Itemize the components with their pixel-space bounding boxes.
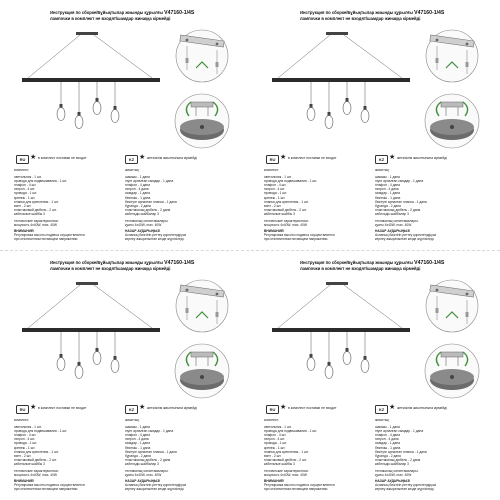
star-icon: ★	[30, 154, 37, 161]
sheet-title	[300, 260, 490, 272]
title-main: Инструкция по сборке/Бұйықтылар жиынды құрылғы	[50, 260, 163, 265]
kz-warning-line: кернеу ажыратылған кезде жүргізіледі.	[125, 237, 185, 242]
bulb-pendant	[325, 82, 333, 129]
ru-spec-line: патрон - 4 шт.	[14, 437, 35, 442]
kz-spec-line: пластикалық дюбель - 2 дана	[375, 207, 421, 212]
instruction-sheet	[258, 4, 493, 242]
ru-warning-line: при отключенном питающем напряжении.	[14, 487, 79, 492]
ru-badge: RU	[266, 405, 279, 414]
star-icon: ★	[280, 154, 287, 161]
ru-legend-text: в комплект поставки не входит	[38, 156, 87, 160]
kz-spec-line: жиынтық:	[125, 168, 140, 172]
pendant-lamp-illustration	[266, 282, 416, 382]
ru-spec-line: пластиковый дюбель - 2 шт.	[264, 207, 307, 212]
star-icon: ★	[389, 404, 396, 411]
star-icon: ★	[139, 404, 146, 411]
ru-attention-heading: ВНИМАНИЕ!	[264, 479, 285, 484]
ru-badge: RU	[16, 405, 29, 414]
lamp-bar	[272, 78, 410, 82]
bulb-pendant	[343, 332, 351, 365]
kz-badge: KZ	[375, 405, 388, 414]
kz-legend-text: жеткізілім жиынтығына кірмейді	[147, 406, 197, 410]
kz-spec-line: сымдар - 1 дана	[375, 441, 400, 446]
ru-spec-line: планка для крепления - 1 шт.	[264, 449, 309, 454]
ru-warning-line: Регулировка высоты подвеса осуществляется	[264, 233, 335, 238]
suspension-wire	[28, 285, 80, 328]
legend-row	[8, 155, 243, 165]
ru-spec-line: провода для подвешивания - 1 шт.	[264, 179, 318, 184]
ru-spec-line: плафон - 4 шт.	[14, 433, 37, 438]
ru-spec-line: технические характеристики:	[14, 219, 59, 224]
instruction-sheet	[8, 254, 243, 492]
title-main: Инструкция по сборке/Бұйықтылар жиынды құрылғы	[300, 260, 413, 265]
kz-spec-line: бекітуге арналған планка - 1 дана	[125, 449, 177, 454]
ru-spec-column	[14, 418, 118, 492]
ru-spec-line: комплект:	[14, 168, 30, 172]
ru-spec-line: пластиковый дюбель - 2 шт.	[14, 457, 57, 462]
ru-spec-line: плафон - 4 шт.	[14, 183, 37, 188]
kz-spec-line: пластикалық дюбель - 2 дана	[125, 457, 171, 462]
kz-spec-line: шамшы - 1 дана	[375, 175, 400, 180]
kz-badge: KZ	[125, 405, 138, 414]
ru-spec-line: светильник - 1 шт.	[264, 175, 292, 180]
instruction-sheet	[8, 4, 243, 242]
lamp-bar	[22, 78, 160, 82]
ru-spec-line: светильник - 1 шт.	[264, 425, 292, 430]
kz-spec-line: пластикалық дюбель - 2 дана	[375, 457, 421, 462]
ru-spec-line: планка для крепления - 1 шт.	[14, 449, 59, 454]
kz-spec-line: жиынтық:	[375, 168, 390, 172]
kz-badge: KZ	[125, 155, 138, 164]
sheet-title	[300, 10, 490, 22]
kz-spec-column	[375, 418, 479, 492]
kz-spec-line: сымдар - 1 дана	[125, 441, 150, 446]
bulb-pendant	[57, 332, 65, 371]
star-icon: ★	[280, 404, 287, 411]
kz-spec-line: плафон - 4 дана	[375, 433, 401, 438]
canopy-detail	[421, 342, 483, 400]
ru-spec-line: мощность 4x40W, max. 40W	[14, 473, 58, 478]
bulb-pendant	[75, 82, 83, 129]
ru-spec-line: винт - 2 шт.	[14, 453, 32, 458]
sheet-title	[50, 10, 240, 22]
ru-attention-heading: ВНИМАНИЕ!	[14, 229, 35, 234]
bulb-pendant	[325, 332, 333, 379]
suspension-wire	[344, 285, 402, 328]
kz-legend-text: жеткізілім жиынтығына кірмейді	[397, 156, 447, 160]
title-main: Инструкция по сборке/Бұйықтылар жиынды құрылғы	[50, 10, 163, 15]
mounting-plate-detail	[171, 28, 233, 84]
kz-spec-line: ілуге арналған сымдар - 1 дана	[375, 429, 424, 434]
ru-spec-line: планка для крепления - 1 шт.	[264, 199, 309, 204]
title-main: Инструкция по сборке/Бұйықтылар жиынды құрылғы	[300, 10, 413, 15]
kz-warning-line: кернеу ажыратылған кезде жүргізіледі.	[375, 487, 435, 492]
kz-spec-line: кабельдік шайбалар 3	[375, 461, 409, 466]
kz-spec-line: қуаты 4x40W, max. 40W	[125, 223, 162, 228]
kz-spec-line: бұранда - 2 дана	[125, 453, 151, 458]
kz-legend-text: жеткізілім жиынтығына кірмейді	[147, 156, 197, 160]
bulb-pendant	[57, 82, 65, 121]
title-subtitle: лампочки в комплект не входят/шамдар жинаққа кірмейді	[300, 16, 421, 22]
kz-spec-line: шамшы - 1 дана	[125, 175, 150, 180]
ru-spec-line: патрон - 4 шт.	[14, 187, 35, 192]
ru-spec-line: кабельные шайбы 3	[264, 211, 295, 216]
ru-spec-line: плафон - 4 шт.	[264, 433, 287, 438]
ru-spec-line: светильник - 1 шт.	[14, 175, 42, 180]
kz-spec-line: қуаты 4x40W, max. 40W	[125, 473, 162, 478]
kz-spec-line: техникалық сипаттамалары:	[375, 219, 419, 224]
ru-spec-line: пластиковый дюбель - 2 шт.	[14, 207, 57, 212]
suspension-wire	[278, 35, 330, 78]
kz-spec-line: ілуге арналған сымдар - 1 дана	[125, 429, 174, 434]
kz-badge: KZ	[375, 155, 388, 164]
ru-spec-line: кабельные шайбы 3	[14, 211, 45, 216]
kz-spec-column	[125, 418, 229, 492]
star-icon: ★	[139, 154, 146, 161]
legend-row	[258, 155, 493, 165]
kz-warning-line: Аспаның биіктігін реттеу қоректендіруші	[375, 233, 437, 238]
ru-spec-line: технические характеристики:	[264, 219, 309, 224]
pendant-lamp-illustration	[16, 282, 166, 382]
kz-spec-line: бұранда - 2 дана	[375, 453, 401, 458]
mounting-plate-detail	[421, 28, 483, 84]
ru-spec-line: комплект:	[264, 418, 280, 422]
mounting-plate-detail	[171, 278, 233, 334]
ceiling-canopy	[76, 282, 98, 285]
ru-spec-line: планка для крепления - 1 шт.	[14, 199, 59, 204]
ru-spec-line: винт - 2 шт.	[264, 453, 282, 458]
ru-spec-line: плафон - 4 шт.	[264, 183, 287, 188]
model-code: V47160-1/4S	[164, 260, 195, 266]
kz-warning-line: кернеу ажыратылған кезде жүргізіледі.	[125, 487, 185, 492]
kz-spec-line: патрон - 4 дана	[375, 437, 399, 442]
kz-spec-line: қуаты 4x40W, max. 40W	[375, 223, 412, 228]
ru-spec-line: мощность 4x40W, max. 40W	[264, 473, 308, 478]
kz-spec-line: бекіткіш - 1 дана	[375, 445, 401, 450]
ru-spec-line: кабельные шайбы 3	[14, 461, 45, 466]
ru-attention-heading: ВНИМАНИЕ!	[264, 229, 285, 234]
kz-spec-line: кабельдік шайбалар 3	[125, 461, 159, 466]
ru-spec-line: технические характеристики:	[14, 469, 59, 474]
lamp-bar	[22, 328, 160, 332]
kz-spec-line: ілуге арналған сымдар - 1 дана	[375, 179, 424, 184]
bulb-pendant	[93, 82, 101, 115]
ru-warning-line: Регулировка высоты подвеса осуществляется	[14, 233, 85, 238]
kz-spec-line: патрон - 4 дана	[125, 437, 149, 442]
kz-warning-line: Аспаның биіктігін реттеу қоректендіруші	[125, 483, 187, 488]
kz-warning-line: Аспаның биіктігін реттеу қоректендіруші	[375, 483, 437, 488]
star-icon: ★	[389, 154, 396, 161]
pendant-lamp-illustration	[16, 32, 166, 132]
ru-spec-line: провода для подвешивания - 1 шт.	[14, 179, 68, 184]
title-subtitle: лампочки в комплект не входят/шамдар жинаққа кірмейді	[50, 266, 171, 272]
ru-spec-line: пластиковый дюбель - 2 шт.	[264, 457, 307, 462]
kz-spec-line: плафон - 4 дана	[125, 183, 151, 188]
page-divider	[0, 250, 500, 251]
kz-spec-line: бекітуге арналған планка - 1 дана	[375, 449, 427, 454]
kz-attention-heading: НАЗАР АУДАРЫҢЫЗ!	[125, 229, 161, 234]
kz-warning-line: кернеу ажыратылған кезде жүргізіледі.	[375, 237, 435, 242]
ru-spec-column	[264, 168, 368, 242]
ru-spec-line: провода - 1 шт.	[264, 441, 288, 446]
ru-spec-line: технические характеристики:	[264, 469, 309, 474]
model-code: V47160-1/4S	[414, 10, 445, 16]
ru-spec-line: комплект:	[14, 418, 30, 422]
star-icon: ★	[30, 404, 37, 411]
kz-spec-line: патрон - 4 дана	[375, 187, 399, 192]
ru-spec-line: комплект:	[264, 168, 280, 172]
ru-warning-line: при отключенном питающем напряжении.	[264, 237, 329, 242]
canopy-detail	[171, 92, 233, 150]
kz-spec-line: кабельдік шайбалар 3	[125, 211, 159, 216]
ru-spec-line: патрон - 4 шт.	[264, 437, 285, 442]
ru-spec-column	[264, 418, 368, 492]
ru-legend-text: в комплект поставки не входит	[288, 406, 337, 410]
kz-spec-column	[375, 168, 479, 242]
suspension-wire	[278, 285, 330, 328]
ru-attention-heading: ВНИМАНИЕ!	[14, 479, 35, 484]
suspension-wire	[94, 35, 152, 78]
kz-spec-line: сымдар - 1 дана	[375, 191, 400, 196]
ru-spec-line: провода - 1 шт.	[14, 191, 38, 196]
kz-attention-heading: НАЗАР АУДАРЫҢЫЗ!	[375, 229, 411, 234]
kz-attention-heading: НАЗАР АУДАРЫҢЫЗ!	[375, 479, 411, 484]
kz-spec-line: жиынтық:	[375, 418, 390, 422]
kz-spec-line: бекіткіш - 1 дана	[375, 195, 401, 200]
ru-spec-line: мощность 4x40W, max. 40W	[14, 223, 58, 228]
kz-spec-line: плафон - 4 дана	[375, 183, 401, 188]
kz-spec-line: техникалық сипаттамалары:	[375, 469, 419, 474]
bulb-pendant	[111, 332, 119, 373]
kz-spec-line: патрон - 4 дана	[125, 187, 149, 192]
bulb-pendant	[75, 332, 83, 379]
title-subtitle: лампочки в комплект не входят/шамдар жинаққа кірмейді	[50, 16, 171, 22]
kz-spec-line: қуаты 4x40W, max. 40W	[375, 473, 412, 478]
bulb-pendant	[361, 332, 369, 373]
model-code: V47160-1/4S	[164, 10, 195, 16]
bulb-pendant	[343, 82, 351, 115]
kz-spec-line: сымдар - 1 дана	[125, 191, 150, 196]
ru-spec-column	[14, 168, 118, 242]
ceiling-canopy	[326, 282, 348, 285]
legend-row	[8, 405, 243, 415]
ru-spec-line: провода для подвешивания - 1 шт.	[264, 429, 318, 434]
model-code: V47160-1/4S	[414, 260, 445, 266]
ru-spec-line: патрон - 4 шт.	[264, 187, 285, 192]
ru-spec-line: крепеж - 1 шт.	[264, 445, 286, 450]
ru-warning-line: Регулировка высоты подвеса осуществляется	[14, 483, 85, 488]
ru-spec-line: крепеж - 1 шт.	[14, 195, 36, 200]
ru-badge: RU	[16, 155, 29, 164]
kz-spec-line: техникалық сипаттамалары:	[125, 219, 169, 224]
ceiling-canopy	[76, 32, 98, 35]
suspension-wire	[94, 285, 152, 328]
bulb-pendant	[307, 332, 315, 371]
ru-spec-line: кабельные шайбы 3	[264, 461, 295, 466]
kz-spec-line: бұранда - 2 дана	[125, 203, 151, 208]
kz-spec-line: бекіткіш - 1 дана	[125, 195, 151, 200]
kz-spec-line: плафон - 4 дана	[125, 433, 151, 438]
kz-spec-line: бекітуге арналған планка - 1 дана	[125, 199, 177, 204]
kz-spec-line: бекіткіш - 1 дана	[125, 445, 151, 450]
kz-legend-text: жеткізілім жиынтығына кірмейді	[397, 406, 447, 410]
bulb-pendant	[307, 82, 315, 121]
ru-spec-line: провода для подвешивания - 1 шт.	[14, 429, 68, 434]
pendant-lamp-illustration	[266, 32, 416, 132]
kz-spec-column	[125, 168, 229, 242]
ru-spec-line: винт - 2 шт.	[264, 203, 282, 208]
ru-legend-text: в комплект поставки не входит	[38, 406, 87, 410]
mounting-plate-detail	[421, 278, 483, 334]
ru-spec-line: крепеж - 1 шт.	[264, 195, 286, 200]
lamp-bar	[272, 328, 410, 332]
kz-spec-line: жиынтық:	[125, 418, 140, 422]
kz-spec-line: бұранда - 2 дана	[375, 203, 401, 208]
kz-spec-line: кабельдік шайбалар 3	[375, 211, 409, 216]
ru-spec-line: светильник - 1 шт.	[14, 425, 42, 430]
bulb-pendant	[93, 332, 101, 365]
ru-warning-line: Регулировка высоты подвеса осуществляется	[264, 483, 335, 488]
canopy-detail	[421, 92, 483, 150]
kz-spec-line: пластикалық дюбель - 2 дана	[125, 207, 171, 212]
kz-warning-line: Аспаның биіктігін реттеу қоректендіруші	[125, 233, 187, 238]
suspension-wire	[344, 35, 402, 78]
ru-spec-line: крепеж - 1 шт.	[14, 445, 36, 450]
kz-spec-line: шамшы - 1 дана	[375, 425, 400, 430]
legend-row	[258, 405, 493, 415]
bulb-pendant	[361, 82, 369, 123]
ru-legend-text: в комплект поставки не входит	[288, 156, 337, 160]
kz-attention-heading: НАЗАР АУДАРЫҢЫЗ!	[125, 479, 161, 484]
ru-warning-line: при отключенном питающем напряжении.	[264, 487, 329, 492]
ru-badge: RU	[266, 155, 279, 164]
instruction-sheet	[258, 254, 493, 492]
kz-spec-line: ілуге арналған сымдар - 1 дана	[125, 179, 174, 184]
ru-spec-line: провода - 1 шт.	[264, 191, 288, 196]
ru-spec-line: провода - 1 шт.	[14, 441, 38, 446]
canopy-detail	[171, 342, 233, 400]
title-subtitle: лампочки в комплект не входят/шамдар жинаққа кірмейді	[300, 266, 421, 272]
ru-spec-line: винт - 2 шт.	[14, 203, 32, 208]
bulb-pendant	[111, 82, 119, 123]
kz-spec-line: техникалық сипаттамалары:	[125, 469, 169, 474]
suspension-wire	[28, 35, 80, 78]
kz-spec-line: шамшы - 1 дана	[125, 425, 150, 430]
sheet-title	[50, 260, 240, 272]
kz-spec-line: бекітуге арналған планка - 1 дана	[375, 199, 427, 204]
ru-warning-line: при отключенном питающем напряжении.	[14, 237, 79, 242]
ru-spec-line: мощность 4x40W, max. 40W	[264, 223, 308, 228]
ceiling-canopy	[326, 32, 348, 35]
